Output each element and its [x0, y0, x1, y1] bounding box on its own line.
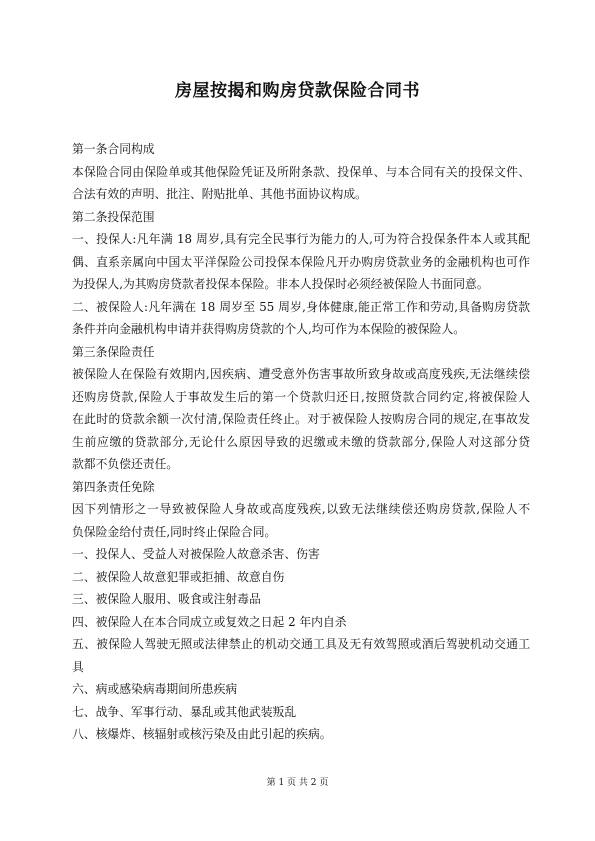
- list-item: 三、被保险人服用、吸食或注射毒品: [72, 592, 261, 606]
- list-item-continuation: 具: [72, 659, 84, 674]
- paragraph-line: 本保险合同由保险单或其他保险凭证及所附条款、投保单、与本合同有关的投保文件、: [72, 164, 530, 179]
- paragraph-line: 合法有效的声明、批注、附贴批单、其他书面协议构成。: [72, 187, 367, 201]
- paragraph-line: 二、被保险人:凡年满在 18 周岁至 55 周岁,身体健康,能正常工作和劳动,具备购房贷款: [72, 299, 530, 314]
- paragraph-line: 因下列情形之一导致被保险人身故或高度残疾,以致无法继续偿还购房贷款,保险人不: [72, 502, 530, 516]
- paragraph-line: 为投保人,为其购房贷款者投保本保险。非本人投保时必须经被保险人书面同意。: [72, 277, 489, 291]
- document-body: [72, 138, 530, 746]
- paragraph-line: 负保险金给付责任,同时终止保险合同。: [72, 524, 277, 539]
- list-item: 六、病或感染病毒期间所患疾病: [72, 682, 238, 696]
- list-item: 七、战争、军事行动、暴乱或其他武装叛乱: [72, 704, 297, 719]
- document-title: 房屋按揭和购房贷款保险合同书: [175, 81, 420, 101]
- paragraph-line: 款都不负偿还责任。: [72, 457, 179, 471]
- paragraph-line: 被保险人在保险有效期内,因疾病、遭受意外伤害事故所致身故或高度残疾,无法继续偿: [72, 367, 530, 381]
- section-heading-1: 第一条合同构成: [72, 142, 155, 156]
- list-item: 八、核爆炸、核辐射或核污染及由此引起的疾病。: [72, 727, 332, 741]
- list-item: 五、被保险人驾驶无照或法律禁止的机动交通工具及无有效驾照或酒后驾驶机动交通工: [72, 637, 530, 651]
- paragraph-line: 生前应缴的贷款部分,无论什么原因导致的迟缴或未缴的贷款部分,保险人对这部分贷: [72, 434, 530, 449]
- list-item: 二、被保险人故意犯罪或拒捕、故意自伤: [72, 569, 285, 584]
- section-heading-3: 第三条保险责任: [72, 344, 155, 359]
- paragraph-line: 在此时的贷款余额一次付清,保险责任终止。对于被保险人按购房合同的规定,在事故发: [72, 412, 530, 426]
- paragraph-line: 偶、直系亲属向中国太平洋保险公司投保本保险凡开办购房贷款业务的金融机构也可作: [72, 254, 530, 269]
- paragraph-line: 还购房贷款,保险人于事故发生后的第一个贷款归还日,按照贷款合同约定,将被保险人: [72, 389, 530, 404]
- page-number-footer: 第 1 页 共 2 页: [266, 778, 329, 788]
- paragraph-line: 一、投保人:凡年满 18 周岁,具有完全民事行为能力的人,可为符合投保条件本人或其配: [72, 232, 530, 246]
- list-item: 一、投保人、受益人对被保险人故意杀害、伤害: [72, 547, 320, 561]
- section-heading-2: 第二条投保范围: [72, 209, 155, 224]
- list-item: 四、被保险人在本合同成立或复效之日起 2 年内自杀: [72, 614, 347, 629]
- section-heading-4: 第四条责任免除: [72, 479, 155, 494]
- paragraph-line: 条件并向金融机构申请并获得购房贷款的个人,均可作为本保险的被保险人。: [72, 322, 466, 336]
